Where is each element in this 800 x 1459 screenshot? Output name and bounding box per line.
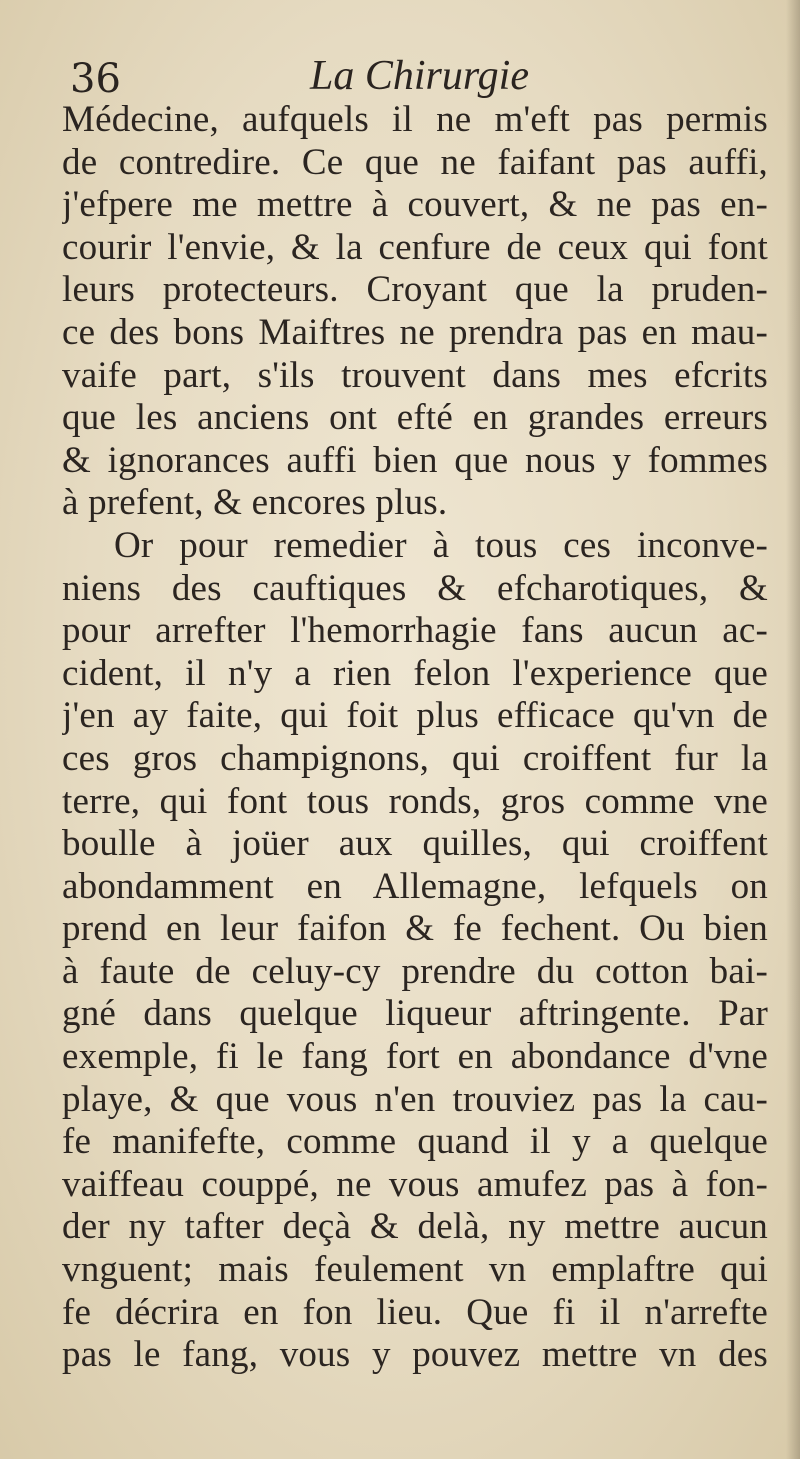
text-line: courir l'envie, & la cenfure de ceux qui font xyxy=(62,226,768,268)
text-line: niens des cauftiques & efcharotiques, & xyxy=(62,567,768,609)
text-line: vaife part, s'ils trouvent dans mes efcrits xyxy=(62,354,768,396)
running-head: La Chirurgie xyxy=(310,53,529,99)
text-line: der ny tafter deçà & delà, ny mettre aucun xyxy=(62,1206,768,1248)
text-line: que les anciens ont efté en grandes erreurs xyxy=(62,397,768,439)
text-line: Médecine, aufquels il ne m'eft pas permis xyxy=(62,99,768,140)
text-line: cident, il n'y a rien felon l'experience que xyxy=(62,652,768,694)
text-line: j'en ay faite, qui foit plus efficace qu'vn de xyxy=(62,695,768,737)
text-line: abondamment en Allemagne, lefquels on xyxy=(62,865,768,907)
text-line: leurs protecteurs. Croyant que la pruden- xyxy=(62,269,768,311)
text-line: prend en leur faifon & fe fechent. Ou bien xyxy=(62,908,768,950)
text-line: j'efpere me mettre à couvert, & ne pas en- xyxy=(62,184,768,226)
page-number: 36 xyxy=(70,56,121,102)
text-line: ce des bons Maiftres ne prendra pas en mau- xyxy=(62,311,768,353)
text-line: fe décrira en fon lieu. Que fi il n'arrefte xyxy=(62,1291,768,1333)
text-line: vnguent; mais feulement vn emplaftre qui xyxy=(62,1249,768,1291)
text-line: à faute de celuy-cy prendre du cotton bai- xyxy=(62,950,768,992)
page-edge-shadow xyxy=(786,0,800,1459)
text-line: pas le fang, vous y pouvez mettre vn des xyxy=(62,1334,768,1376)
text-line: pour arrefter l'hemorrhagie fans aucun ac- xyxy=(62,610,768,652)
text-line: boulle à joüer aux quilles, qui croiffent xyxy=(62,823,768,865)
text-line: à prefent, & encores plus. xyxy=(62,482,448,524)
text-line: fe manifefte, comme quand il y a quelque xyxy=(62,1121,768,1163)
text-line: ces gros champignons, qui croiffent fur la xyxy=(62,737,768,779)
text-line: vaiffeau couppé, ne vous amufez pas à fon- xyxy=(62,1163,768,1205)
text-line: exemple, fi le fang fort en abondance d'vne xyxy=(62,1036,768,1078)
text-line: de contredire. Ce que ne faifant pas auffi, xyxy=(62,141,768,183)
body-text xyxy=(62,99,768,1377)
text-line: playe, & que vous n'en trouviez pas la cau- xyxy=(62,1078,768,1120)
text-line: gné dans quelque liqueur aftringente. Par xyxy=(62,993,768,1035)
text-line: terre, qui font tous ronds, gros comme vne xyxy=(62,780,768,822)
text-line: Or pour remedier à tous ces inconve- xyxy=(114,524,768,566)
text-line: & ignorances auffi bien que nous y fommes xyxy=(62,439,768,481)
